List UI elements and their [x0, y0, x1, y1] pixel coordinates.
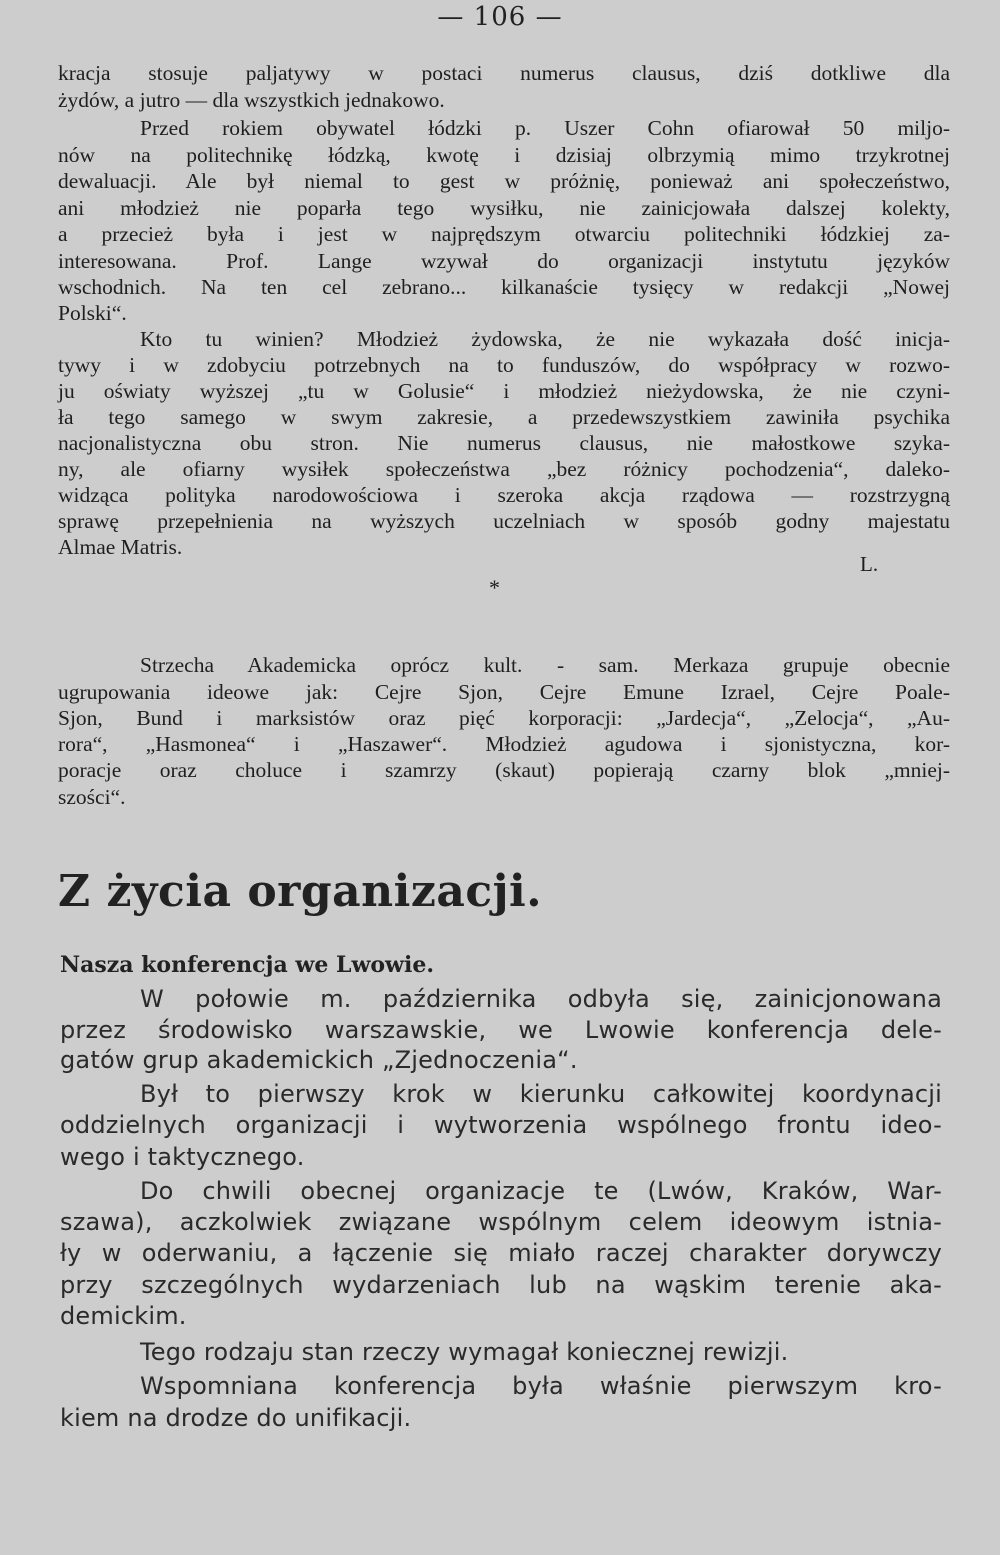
text-line: demickim.	[60, 1302, 187, 1330]
text-line: dewaluacji. Ale był niemal to gest w próżnię, ponieważ ani społeczeństwo,	[58, 169, 950, 193]
text-line: ugrupowania ideowe jak: Cejre Sjon, Cejre Emune Izrael, Cejre Poale-	[58, 680, 950, 704]
text-line: nacjonalistyczna obu stron. Nie numerus clausus, nie małostkowe szyka-	[58, 431, 950, 455]
text-line: szawa), aczkolwiek związane wspólnym celem ideowym istnia-	[60, 1208, 942, 1236]
text-line: szości“.	[58, 785, 126, 809]
text-line: przez środowisko warszawskie, we Lwowie konferencja dele-	[60, 1016, 942, 1044]
text-line: Wspomniana konferencja była właśnie pierwszym kro-	[140, 1372, 942, 1400]
text-line: ani młodzież nie poparła tego wysiłku, nie zainicjowała dalszej kolekty,	[58, 196, 950, 220]
text-line: Do chwili obecnej organizacje te (Lwów, Kraków, War-	[140, 1177, 942, 1205]
text-line: wego i taktycznego.	[60, 1143, 305, 1171]
text-line: wschodnich. Na ten cel zebrano... kilkanaście tysięcy w redakcji „Nowej	[58, 275, 950, 299]
text-line: Strzecha Akademicka oprócz kult. - sam. Merkaza grupuje obecnie	[140, 653, 950, 677]
text-line: ła tego samego w swym zakresie, a przedewszystkiem zawiniła psychika	[58, 405, 950, 429]
text-line: rora“, „Hasmonea“ i „Haszawer“. Młodzież agudowa i sjonistyczna, kor-	[58, 732, 950, 756]
text-line: interesowana. Prof. Lange wzywał do organizacji instytutu języków	[58, 249, 950, 273]
text-line: tywy i w zdobyciu potrzebnych na to funduszów, do współpracy w rozwo-	[58, 353, 950, 377]
text-line: przy szczególnych wydarzeniach lub na wąskim terenie aka-	[60, 1271, 942, 1299]
text-line: żydów, a jutro — dla wszystkich jednakowo.	[58, 88, 445, 112]
text-line: W połowie m. października odbyła się, zainicjonowana	[140, 985, 942, 1013]
text-line: gatów grup akademickich „Zjednoczenia“.	[60, 1046, 578, 1074]
text-line: widząca polityka narodowościowa i szeroka akcja rządowa — rozstrzygną	[58, 483, 950, 507]
text-line: ny, ale ofiarny wysiłek społeczeństwa „bez różnicy pochodzenia“, daleko-	[58, 457, 950, 481]
text-line: nów na politechnikę łódzką, kwotę i dzisiaj olbrzymią mimo trzykrotnej	[58, 143, 950, 167]
text-line: a przecież była i jest w najprędszym otwarciu politechniki łódzkiej za-	[58, 222, 950, 246]
page-number: — 106 —	[437, 2, 563, 32]
text-line: sprawę przepełnienia na wyższych uczelniach w sposób godny majestatu	[58, 509, 950, 533]
subsection-heading: Nasza konferencja we Lwowie.	[60, 952, 435, 978]
text-line: Sjon, Bund i marksistów oraz pięć korporacji: „Jardecja“, „Zelocja“, „Au-	[58, 706, 950, 730]
text-line: kracja stosuje paljatywy w postaci numerus clausus, dziś dotkliwe dla	[58, 61, 950, 85]
text-line: kiem na drodze do unifikacji.	[60, 1404, 412, 1432]
text-line: ły w oderwaniu, a łączenie się miało raczej charakter dorywczy	[60, 1239, 942, 1267]
text-line: Polski“.	[58, 301, 127, 325]
section-heading: Z życia organizacji.	[58, 866, 543, 917]
text-line: Kto tu winien? Młodzież żydowska, że nie wykazała dość inicja-	[140, 327, 950, 351]
text-line: Przed rokiem obywatel łódzki p. Uszer Cohn ofiarował 50 miljo-	[140, 116, 950, 140]
author-signature: L.	[860, 552, 879, 576]
text-line: ju oświaty wyższej „tu w Golusie“ i młodzież nieżydowska, że nie czyni-	[58, 379, 950, 403]
section-separator: *	[489, 575, 500, 600]
text-line: oddzielnych organizacji i wytworzenia wspólnego frontu ideo-	[60, 1111, 942, 1139]
text-line: poracje oraz choluce i szamrzy (skaut) popierają czarny blok „mniej-	[58, 758, 950, 782]
text-line: Był to pierwszy krok w kierunku całkowitej koordynacji	[140, 1080, 942, 1108]
text-line: Almae Matris.	[58, 535, 183, 559]
text-line: Tego rodzaju stan rzeczy wymagał koniecznej rewizji.	[140, 1338, 789, 1366]
